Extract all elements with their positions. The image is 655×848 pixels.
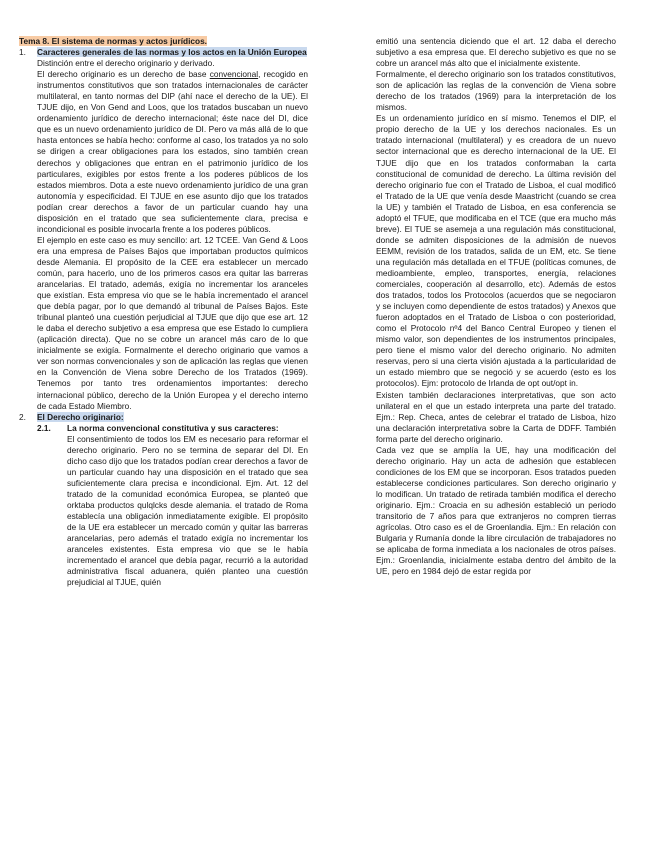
section-2-1-heading: [37, 423, 308, 434]
section-1-subtitle: Distinción entre el derecho originario y derivado.: [37, 58, 215, 69]
right-paragraph-2: Formalmente, el derecho originario son los tratados constitutivos, son de aplicación las reglas de la convención de Viena sobre derecho de los tratados (1969) para la interpretación de los mismos.: [376, 69, 616, 113]
right-paragraph-1: emitió una sentencia diciendo que el art. 12 daba el derecho subjetivo a esa empresa que. El derecho subjetivo es que no se cobre un arancel más alto que el inicialmente existente.: [376, 36, 616, 69]
right-column: [376, 36, 616, 577]
section-2-1-title: La norma convencional constitutiva y sus caracteres:: [67, 422, 279, 433]
section-1-title: Caracteres generales de las normas y los actos en la Unión Europea: [37, 47, 307, 58]
right-paragraph-3: Es un ordenamiento jurídico en sí mismo. Tenemos el DIP, el propio derecho de la UE y los derechos nacionales. Es un tratado internacional (multilateral) y es creadora de un nuevo sector internacional que es derecho internacional de la UE. El TJUE dijo que en los tratados conformaban la carta constitucional de comunidad de derecho. La última revisión del derecho originario fue con el Tratado de Lisboa, el cual modificó el Tratado de la UE que venía desde Maastricht (cuando se crea la UE) y también el Tratado de Lisboa, en esa conferencia se adoptó el TFUE, que modificaba en el TCE (que era mucho más breve). El TUE se asemeja a una regulación más constitucional, donde se admiten disposiciones de la admisión de nuevos EEMM, revisión de los tratados, salida de un EM, etc. Se tiene una regulación más detallada en el TFUE (políticas comunes, de medioambiente, empleo, transportes, energía, relaciones comerciales, cooperación al desarrollo, etc). Además de estos dos tratados, todos los Protocolos (acuerdos que se negociaron y se incluyen como dependiente de estos tratados) y Anexos que fueron adoptados en el Tratado de Lisboa o con posterioridad, como el Protocolo nº4 del Banco Central Europeo y tienen el mismo valor, son dependientes de los instrumentos principales, pero tiene el mismo valor del derecho originario. No admiten reservas, pero si una cierta visión ajustada a la particularidad de un estado miembro que se negoció y se acuerdo (esto es los protocolos). Ejm: protocolo de Irlanda de opt out/opt in.: [376, 113, 616, 389]
paragraph-2: El ejemplo en este caso es muy sencillo: art. 12 TCEE. Van Gend & Loos era una empresa de Países Bajos que importaban productos químicos desde Alemania. El propósito de la CEE era establecer un mercado común, para hacerlo, uno de los primeros casos era quitar las barreras arancelarias. El tratado, además, exigía no incrementar los aranceles que existían. Esta empresa vio que se le había incrementado el arancel que debía pagar, por lo que demandó al tribunal de Países Bajos. Este tribunal planteó una cuestión perjudicial al TJUE que dijo que ese art. 12 le daba el derecho subjetivo a esa empresa que ese Estado lo cumpliera (aplicación directa). Que no se cobre un arancel más caro de lo que inicialmente se exigía. Formalmente el derecho originario que vamos a ver son normas convencionales y son de aplicación las reglas que vienen en la Convención de Viena sobre Derecho de los Tratados (1969). Tenemos por tanto tres ordenamientos importantes: derecho internacional público, derecho de la Unión Europea y el derecho interno de cada Estado Miembro.: [37, 234, 308, 411]
section-1-body: [37, 58, 308, 412]
section-1-heading: [19, 47, 308, 58]
right-paragraph-4: Existen también declaraciones interpretativas, que son acto unilateral en el que un estado interpreta una parte del tratado. Ejm.: Rep. Checa, antes de celebrar el tratado de Lisboa, hizo una declaración interpretativa sobre la Carta de DDFF. También forma parte del derecho originario.: [376, 389, 616, 444]
section-2-1-body: [67, 434, 308, 589]
paragraph-3: El consentimiento de todos los EM es necesario para reformar el derecho originario. Pero no se termina de separar del DI. En dicho caso dijo que los tratados podían crear derechos a favor de un particular cuando hay una disposición en el tratado que sea suficientemente clara precisa e incondicional. Ejm. Art. 12 del tratado de la comunidad económica Europea, se planteó que orktaba productos qulqlcks desde alemania. el tratado de Roma establecía una obligación inmediatamente exigible. El propósito de la UE era establecer un mercado común y quitar las barreras arancelarias, pero además el tratado exigía no incrementar los aranceles existentes. Esta empresa vio que se le había incrementado el arancel que debía pagar, recurrió a la autoridad administrativa fiscal aduanera, quién planteo una cuestión prejudicial al TJUE, quién: [67, 433, 308, 588]
left-column: [19, 36, 308, 588]
section-1-number: 1.: [19, 47, 26, 58]
paragraph-1: El derecho originario es un derecho de base convencional, recogido en instrumentos constitutivos que son tratados internacionales de carácter multilateral, en tanto normas del DIP (ahí nace el derecho de la UE). El TJUE dijo, en Von Gend and Loos, que los tratados buscaban un nuevo ordenamiento jurídico de derecho internacional; éste nace del DI, dice que es un nuevo ordenamiento jurídico de DI. Pero va más allá de lo que hasta entonces se había hecho: conforme al caso, los tratados ya no solo se dirigen a crear obligaciones para los estados, sino también crean derechos y obligaciones que entran en el patrimonio jurídico de los particulares, exigibles por estos frente a los poderes públicos de los estados miembros. Dota a este nuevo ordenamiento jurídico de una gran autonomía y especificidad. El TJUE en ese asunto dijo que los tratados podían crear derechos a favor de un particular cuando hay una disposición en el tratado que sea suficientemente clara, precisa e incondicional es posible invocarla frente a los poderes públicos.: [37, 69, 308, 234]
section-2-number: 2.: [19, 411, 26, 422]
section-2-1-number: 2.1.: [37, 422, 51, 433]
right-paragraph-5: Cada vez que se amplía la UE, hay una modificación del derecho originario. Hay un acta de adhesión que establecen condiciones de los EM que se incorporan. Esos tratados pueden establecerse condiciones particulares. Son derecho originario y lo modifican. Un tratado de retirada también modifica el derecho originario. Ejm.: Croacia en su adhesión estableció un periodo transitorio de 7 años para que extranjeros no compren tierras agrícolas. Otro caso es el de Groenlandia. Ejm.: En relación con Bulgaria y Rumanía donde la libre circulación de trabajadores no se aplicaba de forma inmediata a los nacionales de otros países. Ejm.: Groenlandia, inicialmente estaba dentro del ámbito de la UE, pero en 1984 dejó de estar regida por: [376, 444, 616, 577]
doc-title: [19, 36, 308, 47]
section-2-heading: [19, 412, 308, 423]
section-2-title: El Derecho originario:: [37, 411, 124, 422]
title-highlight: Tema 8. El sistema de normas y actos jurídicos.: [19, 36, 207, 46]
